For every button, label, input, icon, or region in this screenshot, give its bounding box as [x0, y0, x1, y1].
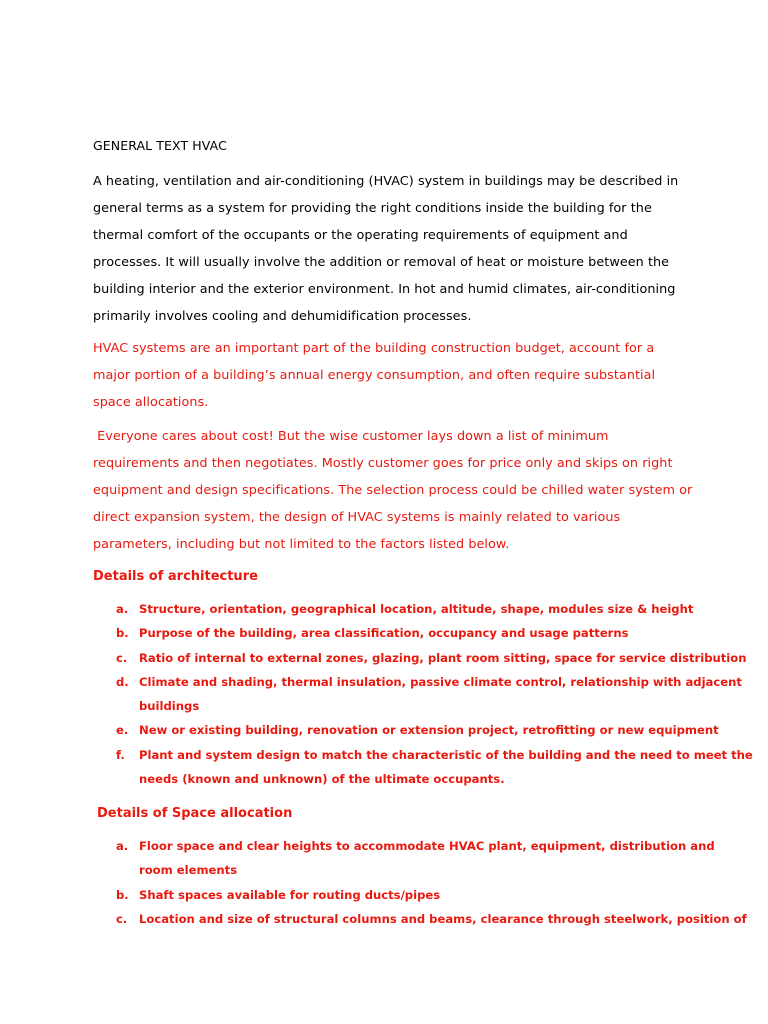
list-item: [0, 718, 719, 742]
list-marker: d.: [116, 674, 129, 689]
paragraph-line: major portion of a building’s annual energy consumption, and often require substantial: [93, 368, 656, 383]
list-item-line: Floor space and clear heights to accommodate HVAC plant, equipment, distribution and: [139, 839, 715, 853]
list-item-line: room elements: [139, 863, 238, 878]
list-item-line: Purpose of the building, area classification, occupancy and usage patterns: [139, 626, 629, 641]
architecture-list: [0, 597, 753, 791]
list-item-line: Ratio of internal to external zones, glazing, plant room sitting, space for service distribution: [139, 650, 747, 665]
paragraph-line: HVAC systems are an important part of the building construction budget, account for a: [93, 341, 655, 356]
paragraph-line: requirements and then negotiates. Mostly customer goes for price only and skips on right: [93, 456, 673, 471]
paragraph-budget: [93, 335, 693, 416]
list-item-line: needs (known and unknown) of the ultimate occupants.: [139, 772, 505, 787]
list-item: [0, 907, 747, 931]
list-item-line: Climate and shading, thermal insulation, passive climate control, relationship with adjacent: [139, 674, 742, 689]
list-item: [0, 743, 753, 792]
paragraph-line: general terms as a system for providing the right conditions inside the building for the: [93, 201, 652, 216]
list-marker: f.: [116, 747, 125, 762]
list-item-line: Structure, orientation, geographical location, altitude, shape, modules size & height: [139, 602, 694, 616]
section-heading-space-allocation: Details of Space allocation: [97, 806, 293, 821]
list-marker: a.: [116, 839, 129, 853]
list-marker: b.: [116, 887, 129, 902]
paragraph-line: parameters, including but not limited to the factors listed below.: [93, 537, 510, 552]
list-item-line: Plant and system design to match the characteristic of the building and the need to meet the: [139, 747, 753, 762]
list-item-line: Location and size of structural columns and beams, clearance through steelwork, position of: [139, 911, 747, 926]
list-item: [0, 646, 747, 670]
list-item-line: buildings: [139, 699, 200, 714]
paragraph-line: A heating, ventilation and air-conditioning (HVAC) system in buildings may be described in: [93, 174, 679, 189]
paragraph-intro: [93, 168, 693, 330]
paragraph-line: primarily involves cooling and dehumidification processes.: [93, 309, 472, 324]
paragraph-line: space allocations.: [93, 395, 209, 410]
section-heading-architecture: Details of architecture: [93, 569, 258, 584]
list-item: [0, 834, 715, 883]
document-title: GENERAL TEXT HVAC: [93, 138, 227, 153]
list-marker: c.: [116, 911, 128, 926]
paragraph-line: building interior and the exterior environment. In hot and humid climates, air-conditioning: [93, 282, 676, 297]
list-marker: a.: [116, 602, 129, 616]
list-item: [0, 883, 699, 907]
paragraph-cost: [93, 423, 693, 558]
list-item: [0, 621, 699, 645]
paragraph-line: equipment and design specifications. The selection process could be chilled water system or: [93, 483, 693, 498]
list-item-line: New or existing building, renovation or extension project, retrofitting or new equipment: [139, 723, 719, 738]
list-marker: e.: [116, 723, 129, 738]
paragraph-line: thermal comfort of the occupants or the operating requirements of equipment and: [93, 228, 628, 243]
list-marker: c.: [116, 650, 128, 665]
paragraph-line: Everyone cares about cost! But the wise customer lays down a list of minimum: [93, 429, 609, 444]
list-item-line: Shaft spaces available for routing ducts/pipes: [139, 887, 441, 902]
list-item: [0, 597, 699, 621]
list-item: [0, 670, 742, 719]
list-marker: b.: [116, 626, 129, 641]
space-allocation-list: [0, 834, 747, 931]
paragraph-line: processes. It will usually involve the addition or removal of heat or moisture between the: [93, 255, 670, 270]
paragraph-line: direct expansion system, the design of HVAC systems is mainly related to various: [93, 510, 621, 525]
